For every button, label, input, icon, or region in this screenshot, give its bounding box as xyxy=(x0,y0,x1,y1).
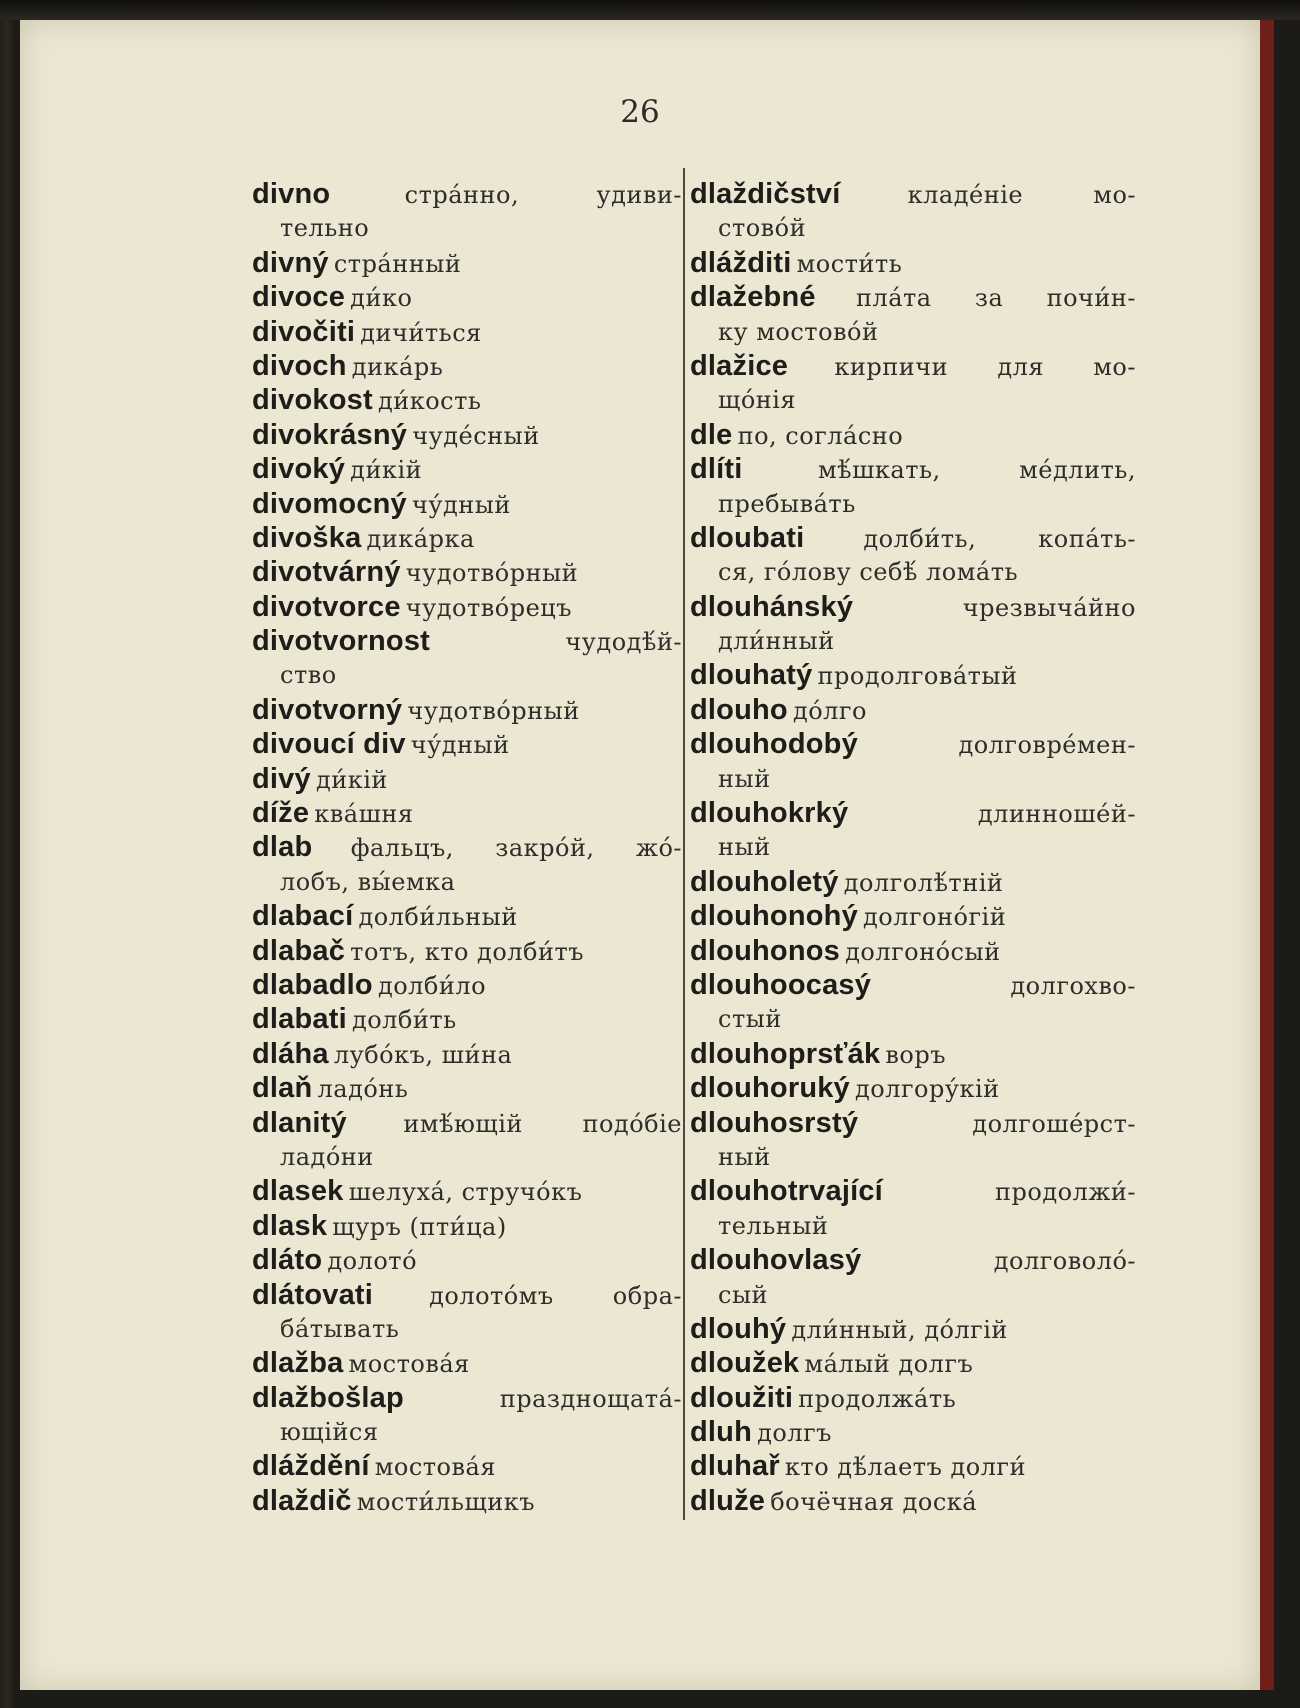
translation: долби́ло xyxy=(377,971,487,1000)
dictionary-entry xyxy=(690,899,1136,933)
dictionary-entry xyxy=(690,1106,1136,1175)
entry-line xyxy=(690,418,1136,452)
headword: divomocný xyxy=(252,487,407,520)
headword: dlouhoprsťák xyxy=(690,1037,881,1070)
entry-line xyxy=(252,693,682,727)
dictionary-entry xyxy=(252,177,682,246)
dictionary-entry xyxy=(690,521,1136,590)
entry-line xyxy=(690,246,1136,280)
translation: мости́льщикъ xyxy=(356,1487,536,1516)
dictionary-entry xyxy=(252,830,682,899)
dictionary-entry xyxy=(252,1209,682,1243)
translation: долото́ xyxy=(327,1247,418,1276)
translation: пла́та за почи́н- xyxy=(855,284,1136,313)
translation: дика́рка xyxy=(366,524,475,553)
headword: dlažbošlap xyxy=(252,1381,404,1414)
entry-line xyxy=(252,1209,682,1243)
dictionary-entry xyxy=(690,280,1136,349)
headword: divotvorce xyxy=(252,590,401,623)
headword: dlouhotrvající xyxy=(690,1175,883,1208)
translation-continuation: ный xyxy=(718,764,771,793)
translation: долговре́мен- xyxy=(958,731,1136,760)
dictionary-entry xyxy=(690,177,1136,246)
translation-continuation: сый xyxy=(718,1280,769,1309)
translation: дичи́ться xyxy=(360,318,482,347)
dictionary-entry xyxy=(690,1071,1136,1105)
entry-line xyxy=(690,968,1136,1002)
headword: dlanitý xyxy=(252,1106,347,1139)
translation: ди́ко xyxy=(350,284,413,313)
translation-continuation: ладо́ни xyxy=(280,1142,374,1171)
translation: долото́мъ обра- xyxy=(429,1281,682,1310)
entry-line xyxy=(252,1106,682,1140)
entry-line xyxy=(252,280,682,314)
headword: dloužek xyxy=(690,1347,800,1380)
dictionary-entry xyxy=(252,1002,682,1036)
entry-continuation xyxy=(252,865,682,899)
entry-line xyxy=(252,246,682,280)
column-divider xyxy=(683,168,685,1520)
dictionary-entry xyxy=(252,899,682,933)
dictionary-entry xyxy=(252,521,682,555)
entry-line xyxy=(252,555,682,589)
entry-continuation xyxy=(690,211,1136,245)
dictionary-entry xyxy=(690,968,1136,1037)
translation: долгоно́гій xyxy=(863,903,1007,932)
entry-continuation xyxy=(690,762,1136,796)
translation: чудотво́рный xyxy=(405,559,579,588)
dictionary-entry xyxy=(252,934,682,968)
headword: dlouhatý xyxy=(690,659,813,692)
headword: dláha xyxy=(252,1037,329,1070)
headword: dlouhý xyxy=(690,1312,787,1345)
dictionary-entry xyxy=(252,1174,682,1208)
dictionary-entry xyxy=(252,968,682,1002)
translation-continuation: дли́нный xyxy=(718,627,835,656)
entry-line xyxy=(690,658,1136,692)
translation: имѣ́ющій подо́біе xyxy=(403,1109,682,1138)
entry-continuation xyxy=(252,211,682,245)
dictionary-entry xyxy=(690,865,1136,899)
entry-line xyxy=(690,1243,1136,1277)
translation: до́лго xyxy=(792,696,867,725)
entry-line xyxy=(690,1449,1136,1483)
headword: divoucí div xyxy=(252,728,406,761)
translation-continuation: ку мостово́й xyxy=(718,317,879,346)
headword: dlouhodobý xyxy=(690,728,858,761)
entry-line xyxy=(690,1037,1136,1071)
translation: по, согла́сно xyxy=(737,421,904,450)
entry-continuation xyxy=(690,1002,1136,1036)
translation: продолгова́тый xyxy=(817,662,1018,691)
translation-continuation: ство xyxy=(280,661,337,690)
entry-continuation xyxy=(252,1312,682,1346)
translation-continuation: ба́тывать xyxy=(280,1314,400,1343)
dictionary-entry xyxy=(690,1243,1136,1312)
entry-line xyxy=(690,727,1136,761)
entry-continuation xyxy=(690,555,1136,589)
entry-line xyxy=(252,418,682,452)
translation: чрезвыча́йно xyxy=(962,593,1136,622)
dictionary-entry xyxy=(690,727,1136,796)
entry-line xyxy=(690,590,1136,624)
entry-line xyxy=(690,1071,1136,1105)
dictionary-entry xyxy=(690,1381,1136,1415)
translation: щуръ (пти́ца) xyxy=(332,1212,507,1241)
dictionary-entry xyxy=(252,1278,682,1347)
dictionary-entry xyxy=(252,246,682,280)
translation: продолжи́- xyxy=(995,1178,1136,1207)
translation-continuation: ный xyxy=(718,833,771,862)
headword: dlažba xyxy=(252,1347,344,1380)
translation: чудотво́рный xyxy=(407,696,580,725)
dictionary-entry xyxy=(252,693,682,727)
headword: dlouhokrký xyxy=(690,797,849,830)
translation: ква́шня xyxy=(314,800,414,829)
entry-continuation xyxy=(690,830,1136,864)
headword: dlouhánský xyxy=(690,590,854,623)
translation: фальцъ, закро́й, жо́- xyxy=(350,834,682,863)
entry-line xyxy=(690,1415,1136,1449)
translation: тотъ, кто долби́тъ xyxy=(350,937,585,966)
headword: dlažebné xyxy=(690,281,816,314)
translation: кладе́ніе мо- xyxy=(907,181,1136,209)
dictionary-entry xyxy=(690,796,1136,865)
dictionary-entry xyxy=(690,1415,1136,1449)
page-number: 26 xyxy=(620,94,660,130)
translation: долгохво- xyxy=(1010,971,1136,1000)
dictionary-entry xyxy=(690,1449,1136,1483)
dictionary-entry xyxy=(252,280,682,314)
dictionary-entry xyxy=(252,315,682,349)
headword: divoška xyxy=(252,521,362,554)
headword: dlážditi xyxy=(690,246,792,279)
dictionary-entry xyxy=(690,418,1136,452)
headword: dlaň xyxy=(252,1072,313,1105)
dictionary-entry xyxy=(690,934,1136,968)
translation: мостова́я xyxy=(348,1350,470,1379)
translation: дли́нный, до́лгій xyxy=(791,1315,1008,1344)
entry-line xyxy=(252,1449,682,1483)
translation: празднощата́- xyxy=(499,1384,682,1413)
headword: divotvorný xyxy=(252,693,403,726)
headword: dláždění xyxy=(252,1450,370,1483)
entry-line xyxy=(690,1106,1136,1140)
translation: длинноше́й- xyxy=(977,800,1136,829)
entry-continuation xyxy=(690,1140,1136,1174)
entry-line xyxy=(690,1174,1136,1208)
entry-line xyxy=(252,762,682,796)
entry-line xyxy=(252,315,682,349)
entry-line xyxy=(252,590,682,624)
translation: долгъ xyxy=(757,1419,832,1448)
headword: dlouhoocasý xyxy=(690,968,872,1001)
scan-top-edge xyxy=(0,0,1300,20)
headword: divoký xyxy=(252,453,346,486)
right-column xyxy=(690,177,1136,1518)
entry-line xyxy=(690,693,1136,727)
headword: divokost xyxy=(252,384,373,417)
dictionary-entry xyxy=(252,1037,682,1071)
headword: divý xyxy=(252,762,311,795)
translation: долговоло́- xyxy=(993,1247,1136,1276)
entry-line xyxy=(690,934,1136,968)
dictionary-entry xyxy=(252,727,682,761)
entry-line xyxy=(252,1243,682,1277)
translation: шелуха́, стручо́къ xyxy=(348,1178,583,1207)
dictionary-entry xyxy=(252,1106,682,1175)
entry-line xyxy=(690,1381,1136,1415)
dictionary-entry xyxy=(690,590,1136,659)
headword: dlask xyxy=(252,1209,328,1242)
entry-line xyxy=(690,865,1136,899)
translation: воръ xyxy=(885,1040,946,1069)
entry-line xyxy=(252,727,682,761)
headword: divokrásný xyxy=(252,418,408,451)
entry-line xyxy=(690,796,1136,830)
headword: dluhař xyxy=(690,1450,780,1483)
translation-continuation: лобъ, вы́емка xyxy=(280,867,456,896)
headword: dluže xyxy=(690,1484,766,1517)
translation-continuation: пребыва́ть xyxy=(718,489,856,518)
entry-line xyxy=(252,383,682,417)
dictionary-entry xyxy=(690,658,1136,692)
headword: dlažice xyxy=(690,349,789,382)
translation: ди́кій xyxy=(315,765,388,794)
entry-line xyxy=(690,521,1136,555)
dictionary-entry xyxy=(690,1037,1136,1071)
dictionary-entry xyxy=(252,1484,682,1518)
translation: чу́дный xyxy=(411,490,511,519)
headword: dlouhonos xyxy=(690,934,840,967)
headword: dlabadlo xyxy=(252,968,373,1001)
translation: ди́кость xyxy=(377,387,482,416)
dictionary-entry xyxy=(252,1243,682,1277)
headword: dlouholetý xyxy=(690,865,839,898)
entry-line xyxy=(252,487,682,521)
translation: мѣ́шкать, ме́длить, xyxy=(817,456,1136,485)
headword: dlabač xyxy=(252,934,346,967)
entry-continuation xyxy=(690,1278,1136,1312)
translation: продолжа́ть xyxy=(798,1384,957,1413)
entry-line xyxy=(252,349,682,383)
dictionary-entry xyxy=(252,349,682,383)
translation: долгору́кій xyxy=(854,1075,1000,1104)
headword: dlaždič xyxy=(252,1484,352,1517)
translation-continuation: ся, го́лову себѣ́ лома́ть xyxy=(718,558,1019,587)
dictionary-entry xyxy=(690,1174,1136,1243)
translation: долгоше́рст- xyxy=(972,1109,1136,1138)
dictionary-page xyxy=(20,20,1274,1690)
dictionary-entry xyxy=(252,555,682,589)
translation-continuation: ный xyxy=(718,1142,771,1171)
translation: чу́дный xyxy=(410,731,510,760)
entry-line xyxy=(690,177,1136,211)
entry-line xyxy=(252,899,682,933)
translation: мостова́я xyxy=(374,1453,496,1482)
entry-line xyxy=(690,1484,1136,1518)
entry-line xyxy=(252,968,682,1002)
translation: стра́нно, удиви- xyxy=(404,181,682,209)
dictionary-entry xyxy=(252,1346,682,1380)
entry-line xyxy=(252,177,682,211)
headword: dláto xyxy=(252,1244,323,1277)
left-column xyxy=(252,177,682,1518)
dictionary-entry xyxy=(252,1449,682,1483)
translation-continuation: що́нія xyxy=(718,386,797,415)
translation: кирпичи для мо- xyxy=(834,352,1136,381)
translation: долби́ть, копа́ть- xyxy=(863,524,1136,553)
headword: dloubati xyxy=(690,521,805,554)
headword: divotvornost xyxy=(252,625,431,658)
entry-line xyxy=(690,349,1136,383)
headword: dlabací xyxy=(252,900,354,933)
entry-line xyxy=(252,452,682,486)
entry-line xyxy=(252,830,682,864)
entry-line xyxy=(690,1346,1136,1380)
entry-continuation xyxy=(252,1140,682,1174)
entry-line xyxy=(252,796,682,830)
entry-continuation xyxy=(690,487,1136,521)
headword: dlouhosrstý xyxy=(690,1106,859,1139)
headword: dlaždičství xyxy=(690,178,841,210)
entry-line xyxy=(252,624,682,658)
entry-continuation xyxy=(252,658,682,692)
dictionary-entry xyxy=(252,1381,682,1450)
translation: чудодѣ́й- xyxy=(565,628,682,657)
headword: dlabati xyxy=(252,1003,347,1036)
entry-line xyxy=(690,280,1136,314)
entry-line xyxy=(252,1071,682,1105)
dictionary-entry xyxy=(252,762,682,796)
headword: dlouho xyxy=(690,693,788,726)
headword: dloužiti xyxy=(690,1381,794,1414)
entry-continuation xyxy=(690,383,1136,417)
headword: dlasek xyxy=(252,1175,344,1208)
translation: ди́кій xyxy=(350,456,423,485)
translation: стра́нный xyxy=(333,249,462,278)
headword: dlíti xyxy=(690,453,743,486)
translation-continuation: стово́й xyxy=(718,214,807,243)
entry-continuation xyxy=(690,315,1136,349)
translation-continuation: ющійся xyxy=(280,1418,379,1447)
dictionary-entry xyxy=(690,452,1136,521)
translation: ма́лый долгъ xyxy=(804,1350,974,1379)
entry-line xyxy=(252,1002,682,1036)
dictionary-entry xyxy=(252,796,682,830)
headword: divoch xyxy=(252,349,347,382)
headword: divno xyxy=(252,178,331,210)
entry-continuation xyxy=(690,1209,1136,1243)
translation: чуде́сный xyxy=(412,421,540,450)
dictionary-entry xyxy=(690,246,1136,280)
entry-continuation xyxy=(252,1415,682,1449)
headword: dlouhovlasý xyxy=(690,1244,862,1277)
translation: кто дѣ́лаетъ долги́ xyxy=(784,1453,1027,1482)
headword: dlab xyxy=(252,831,313,864)
dictionary-entry xyxy=(690,349,1136,418)
dictionary-entry xyxy=(252,487,682,521)
entry-line xyxy=(252,1174,682,1208)
translation: долгоно́сый xyxy=(845,937,1001,966)
dictionary-entry xyxy=(690,1484,1136,1518)
translation: лубо́къ, ши́на xyxy=(333,1040,513,1069)
dictionary-entry xyxy=(690,1312,1136,1346)
entry-continuation xyxy=(690,624,1136,658)
dictionary-entry xyxy=(252,590,682,624)
dictionary-entry xyxy=(252,452,682,486)
entry-line xyxy=(252,521,682,555)
translation: долголѣ́тній xyxy=(843,868,1004,897)
translation: долби́льный xyxy=(358,903,518,932)
entry-line xyxy=(690,452,1136,486)
entry-line xyxy=(690,899,1136,933)
entry-line xyxy=(252,934,682,968)
translation: бочёчная доска́ xyxy=(770,1487,978,1516)
entry-line xyxy=(690,1312,1136,1346)
translation: мости́ть xyxy=(796,249,903,278)
headword: divočiti xyxy=(252,315,356,348)
dictionary-entry xyxy=(690,1346,1136,1380)
translation: дика́рь xyxy=(351,352,444,381)
entry-line xyxy=(252,1278,682,1312)
entry-line xyxy=(252,1037,682,1071)
headword: dlouhoruký xyxy=(690,1072,850,1105)
headword: dle xyxy=(690,418,733,451)
headword: dlátovati xyxy=(252,1278,374,1311)
translation: ладо́нь xyxy=(317,1075,409,1104)
headword: díže xyxy=(252,797,310,830)
dictionary-entry xyxy=(252,418,682,452)
translation-continuation: тельно xyxy=(280,214,370,243)
dictionary-entry xyxy=(690,693,1136,727)
headword: divotvárný xyxy=(252,556,401,589)
entry-line xyxy=(252,1346,682,1380)
headword: dluh xyxy=(690,1416,753,1449)
headword: dlouhonohý xyxy=(690,900,858,933)
entry-line xyxy=(252,1484,682,1518)
entry-line xyxy=(252,1381,682,1415)
headword: divný xyxy=(252,246,329,279)
translation: долби́ть xyxy=(351,1006,457,1035)
translation-continuation: тельный xyxy=(718,1211,829,1240)
dictionary-entry xyxy=(252,1071,682,1105)
dictionary-entry xyxy=(252,383,682,417)
headword: divoce xyxy=(252,281,346,314)
translation: чудотво́рецъ xyxy=(405,593,572,622)
dictionary-entry xyxy=(252,624,682,693)
translation-continuation: стый xyxy=(718,1005,782,1034)
